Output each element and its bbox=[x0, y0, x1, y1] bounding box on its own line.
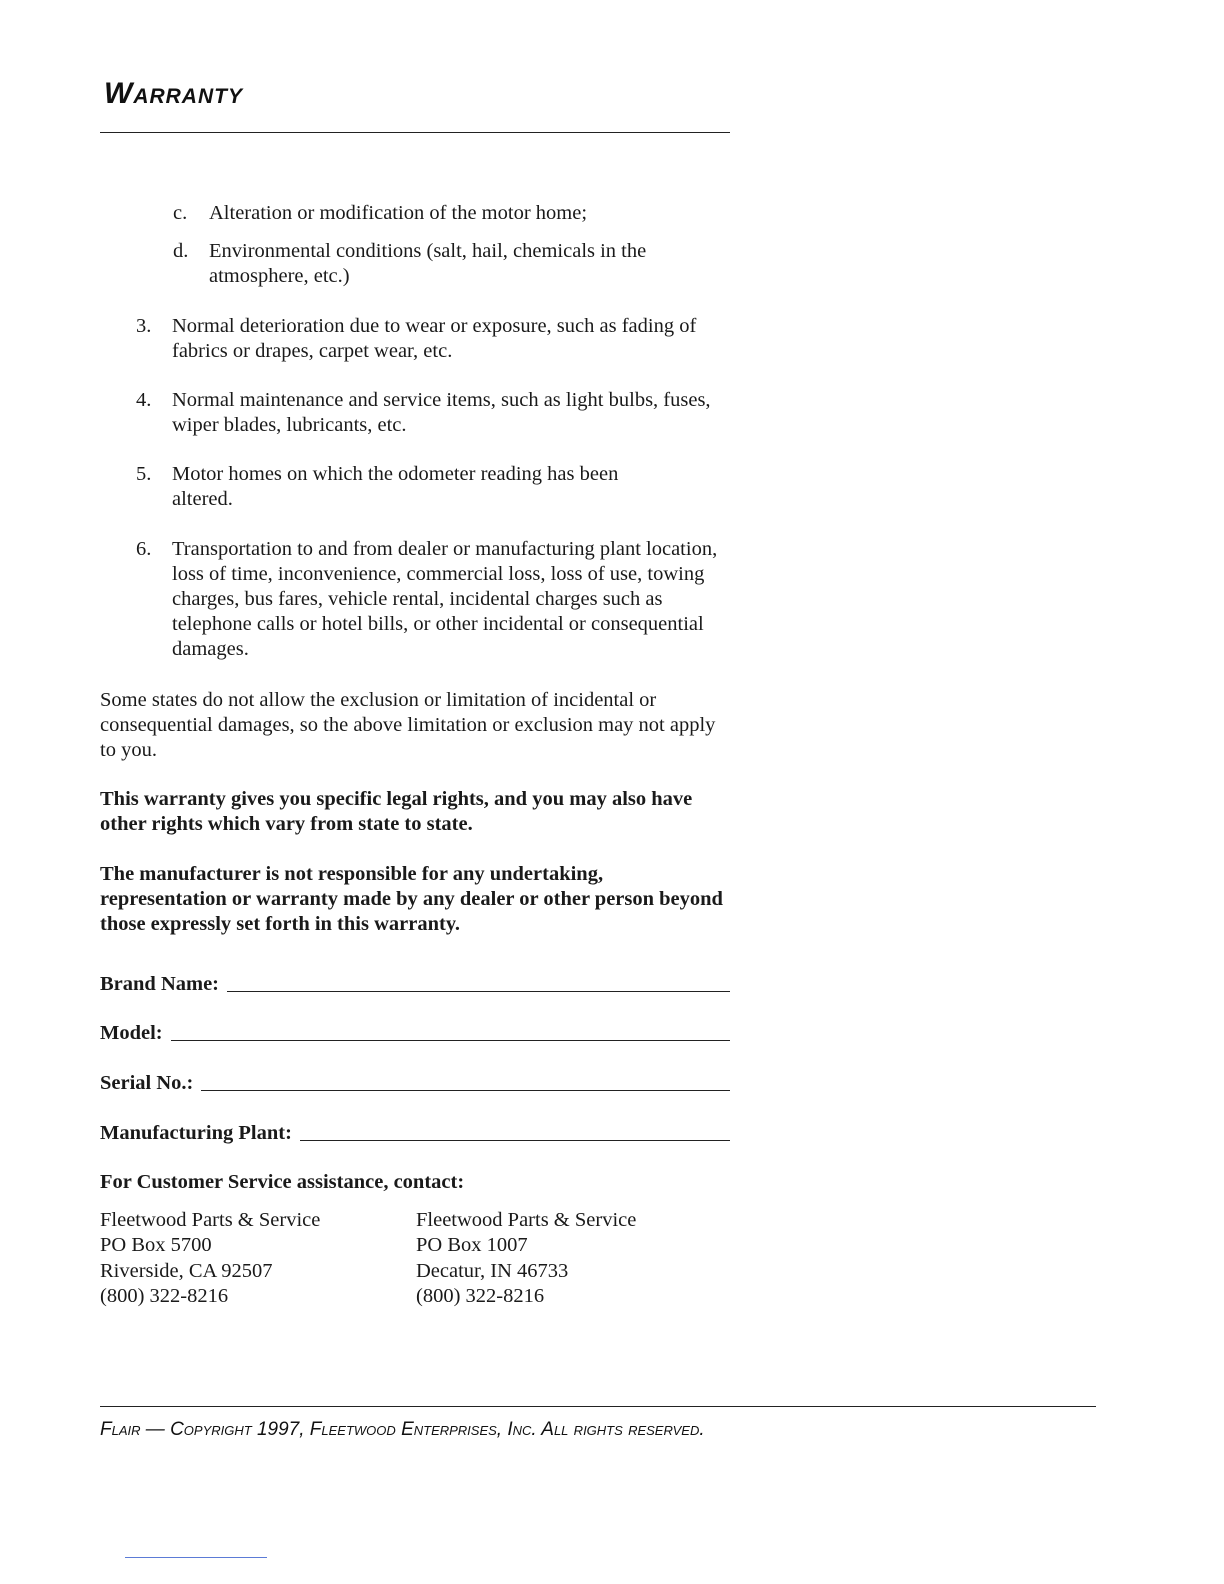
model-label: Model: bbox=[100, 1022, 163, 1044]
list-item-text: Normal deterioration due to wear or exposure, such as fading of fabrics or drapes, carpet wear, etc. bbox=[172, 315, 697, 362]
list-marker: 4. bbox=[136, 389, 152, 411]
brand-name-line[interactable] bbox=[227, 991, 730, 992]
list-item-text: Transportation to and from dealer or manufacturing plant location, loss of time, inconvenience, commercial loss, loss of use, towing charges, bus fares, vehicle rental, incidental charges such as telephone calls or hotel bills, or other incidental or consequential damages. bbox=[172, 538, 718, 660]
footer-divider bbox=[100, 1406, 1096, 1407]
customer-service-heading: For Customer Service assistance, contact: bbox=[100, 1171, 465, 1193]
address-name: Fleetwood Parts & Service bbox=[416, 1209, 637, 1231]
serial-number-field[interactable] bbox=[100, 1066, 730, 1096]
address-city: Decatur, IN 46733 bbox=[416, 1259, 569, 1282]
list-item-text: Normal maintenance and service items, such as light bulbs, fuses, wiper blades, lubricants, etc. bbox=[172, 389, 711, 436]
brand-name-label: Brand Name: bbox=[100, 973, 220, 995]
legal-rights-paragraph: This warranty gives you specific legal rights, and you may also have other rights which vary from state to state. bbox=[100, 788, 693, 835]
serial-number-line[interactable] bbox=[201, 1090, 730, 1091]
list-item-text: Motor homes on which the odometer reading has been altered. bbox=[172, 463, 619, 510]
page-title: Warranty bbox=[104, 77, 243, 110]
state-limitation-paragraph: Some states do not allow the exclusion or limitation of incidental or consequential damages, so the above limitation or exclusion may not apply to you. bbox=[100, 689, 716, 761]
list-item-text: Environmental conditions (salt, hail, chemicals in the atmosphere, etc.) bbox=[209, 240, 647, 287]
address-name: Fleetwood Parts & Service bbox=[100, 1209, 321, 1231]
list-item-text: Alteration or modification of the motor home; bbox=[209, 202, 588, 224]
manufacturing-plant-field[interactable] bbox=[100, 1116, 730, 1146]
brand-name-field[interactable] bbox=[100, 967, 730, 997]
scan-artifact-line bbox=[125, 1557, 267, 1558]
responsibility-paragraph: The manufacturer is not responsible for any undertaking, representation or warranty made by any dealer or other person beyond those expressly set forth in this warranty. bbox=[100, 863, 723, 935]
list-marker: 6. bbox=[136, 538, 152, 560]
list-marker: c. bbox=[173, 202, 188, 224]
list-marker: d. bbox=[173, 240, 189, 262]
address-city: Riverside, CA 92507 bbox=[100, 1259, 273, 1282]
title-divider bbox=[100, 132, 730, 133]
list-marker: 3. bbox=[136, 315, 152, 337]
manufacturing-plant-line[interactable] bbox=[300, 1140, 730, 1141]
address-phone: (800) 322-8216 bbox=[100, 1284, 229, 1307]
serial-number-label: Serial No.: bbox=[100, 1072, 194, 1094]
model-line[interactable] bbox=[171, 1040, 730, 1041]
manufacturing-plant-label: Manufacturing Plant: bbox=[100, 1122, 292, 1144]
list-marker: 5. bbox=[136, 463, 152, 485]
copyright-footer: Flair — Copyright 1997, Fleetwood Enterprises, Inc. All rights reserved. bbox=[100, 1419, 705, 1440]
address-po-box: PO Box 5700 bbox=[100, 1234, 212, 1257]
address-riverside bbox=[100, 1208, 320, 1309]
model-field[interactable] bbox=[100, 1016, 730, 1046]
address-phone: (800) 322-8216 bbox=[416, 1284, 545, 1307]
address-po-box: PO Box 1007 bbox=[416, 1234, 528, 1257]
address-decatur bbox=[416, 1208, 636, 1309]
